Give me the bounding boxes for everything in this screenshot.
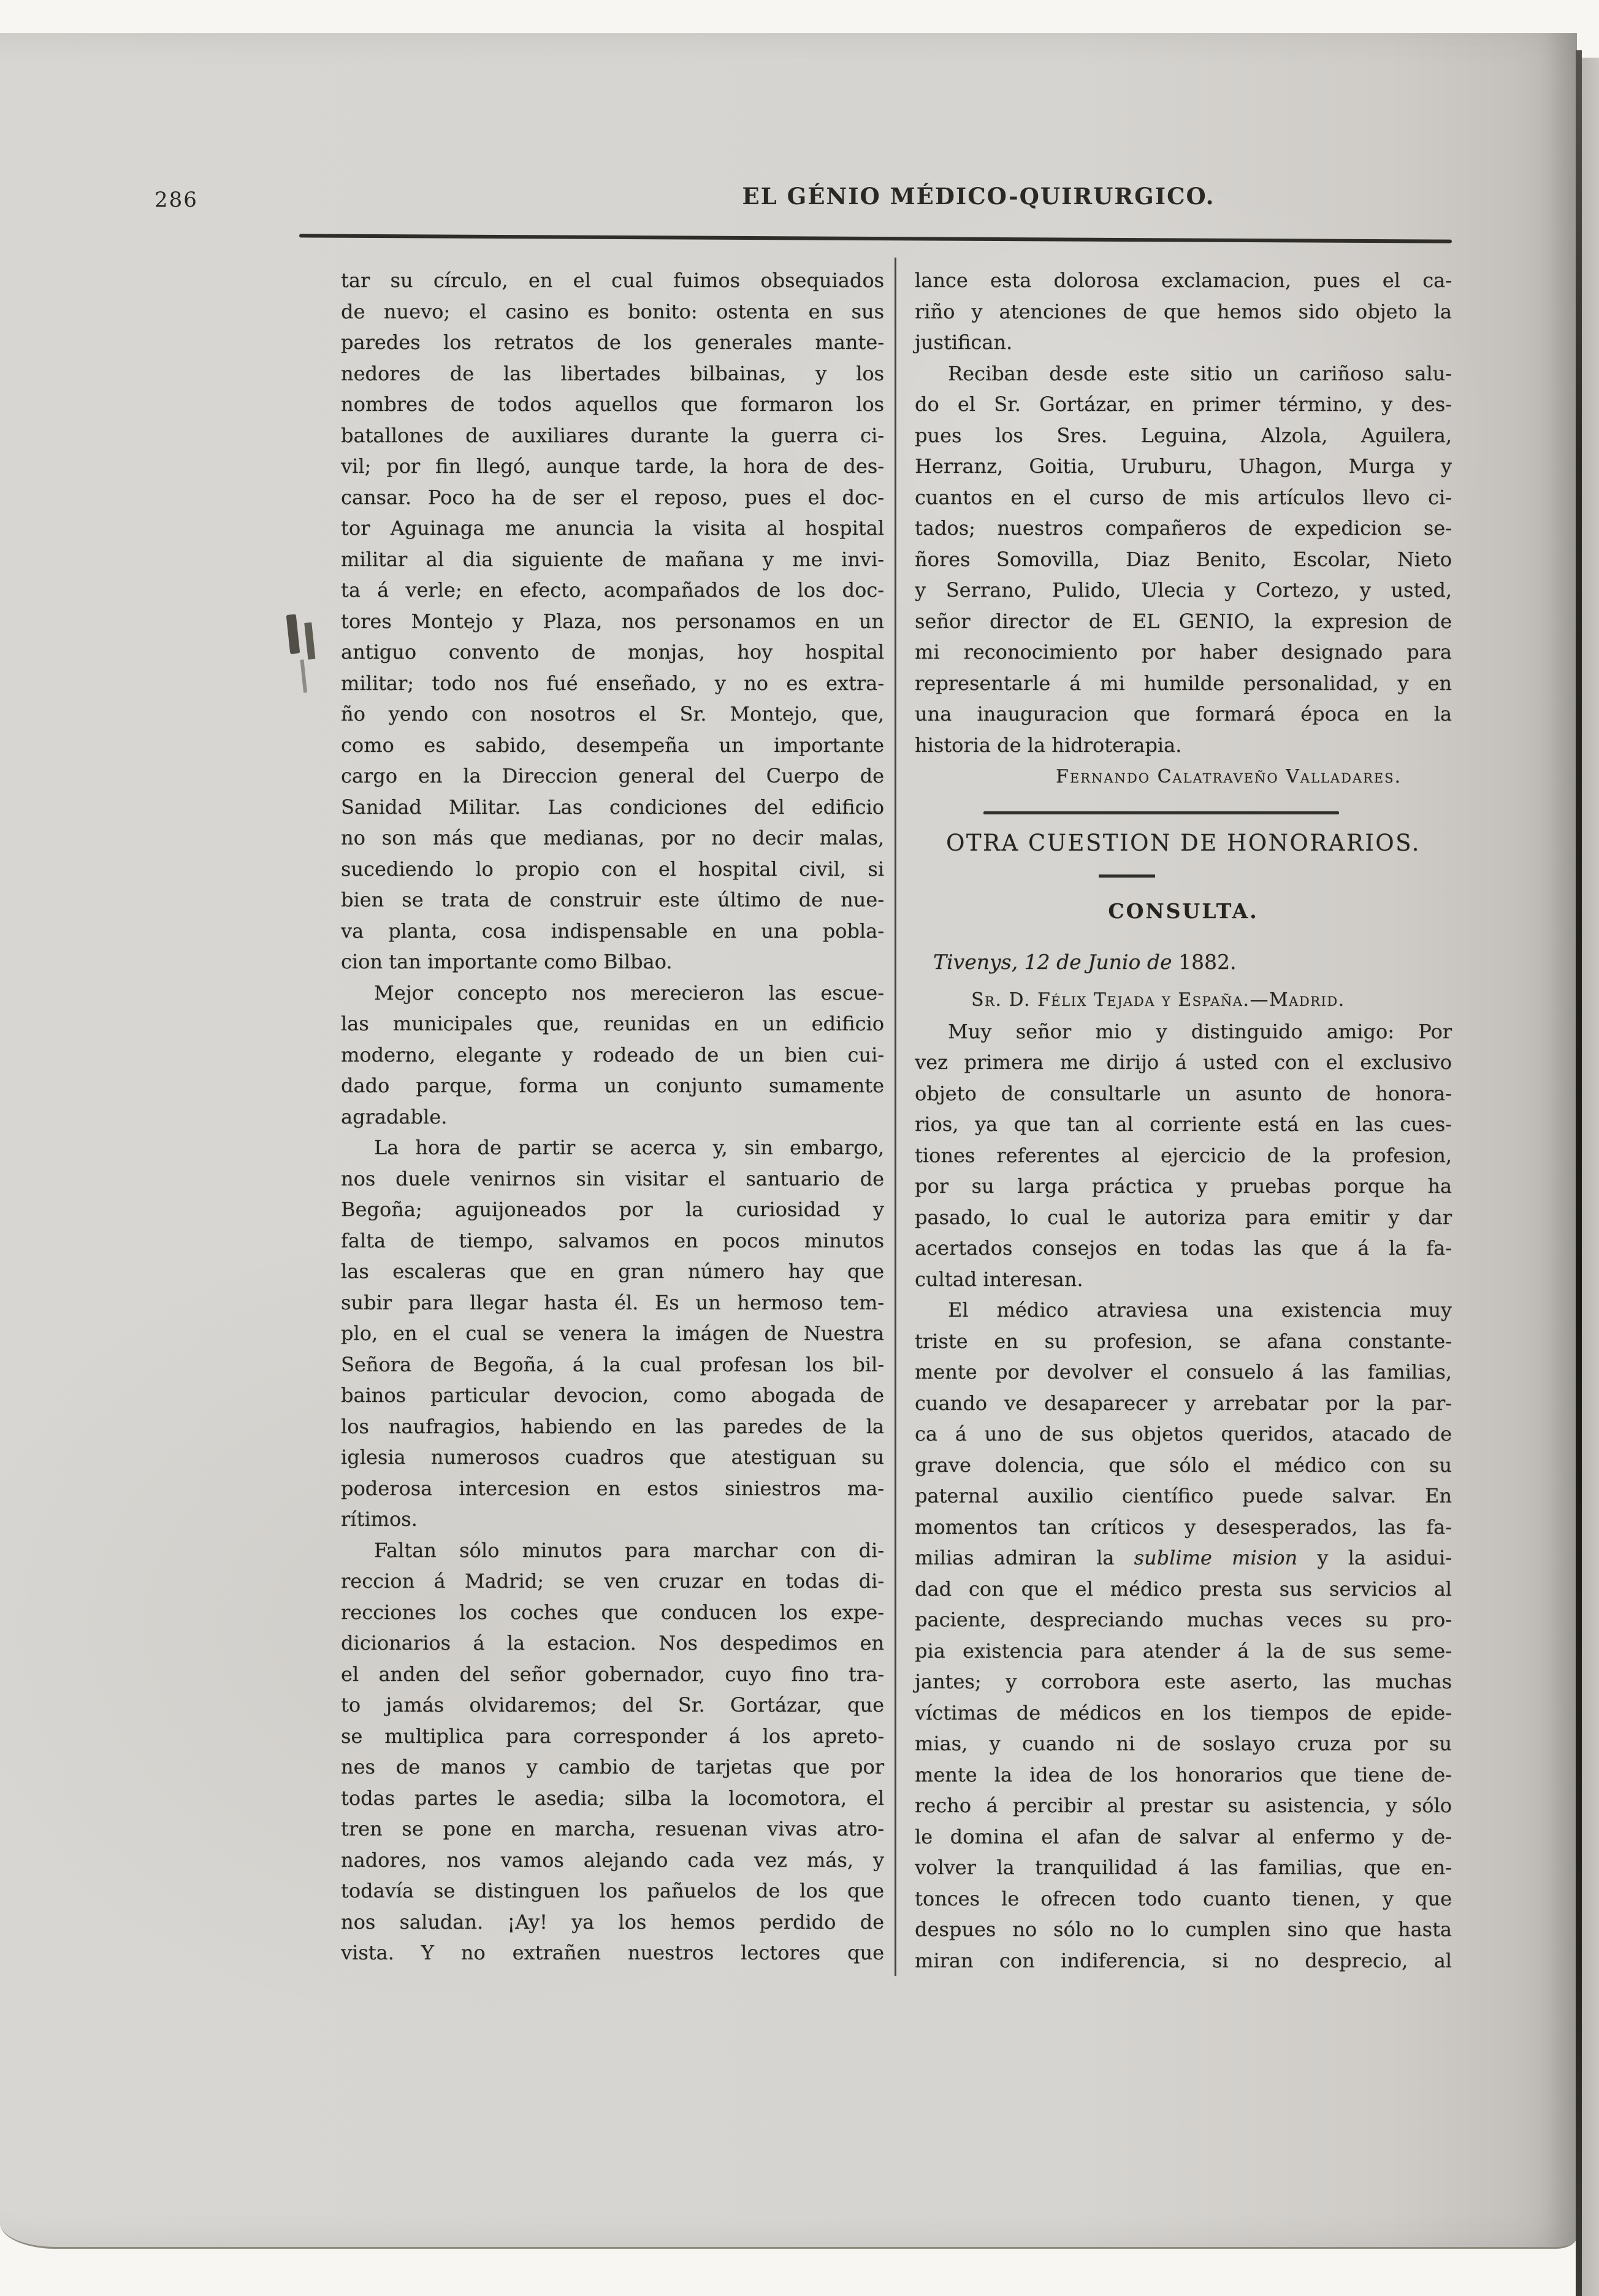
text-line: momentos tan críticos y desesperados, las fa- <box>915 1515 1452 1539</box>
paragraph <box>341 1132 884 1535</box>
text-line: víctimas de médicos en los tiempos de epide- <box>915 1701 1452 1724</box>
book-gutter-shadow <box>1576 50 1582 2296</box>
text-line: nadores, nos vamos alejando cada vez más, y <box>341 1848 884 1872</box>
text-line: objeto de consultarle un asunto de honora- <box>915 1081 1452 1105</box>
text-line: batallones de auxiliares durante la guerra ci- <box>341 423 884 447</box>
text-line: militar al dia siguiente de mañana y me invi- <box>341 547 884 571</box>
text-line: cargo en la Direccion general del Cuerpo de <box>341 764 884 787</box>
text-line: miran con indiferencia, si no desprecio, al <box>915 1948 1452 1972</box>
ink-smudge <box>286 614 300 654</box>
text-line: se multiplica para corresponder á los apreto- <box>341 1724 884 1748</box>
text-line: historia de la hidroterapia. <box>915 733 1182 757</box>
text-line: vez primera me dirijo á usted con el exclusivo <box>915 1050 1452 1074</box>
text-line: representarle á mi humilde personalidad, y en <box>915 671 1452 695</box>
text-line: triste en su profesion, se afana constante- <box>915 1329 1452 1353</box>
paragraph <box>915 1295 1452 1976</box>
paragraph <box>915 1016 1452 1295</box>
text-line: paciente, despreciando muchas veces su pro- <box>915 1608 1452 1631</box>
text-line: mi reconocimiento por haber designado para <box>915 640 1452 664</box>
text-line: nedores de las libertades bilbainas, y los <box>341 361 884 385</box>
text-line: sucediendo lo propio con el hospital civil, si <box>341 857 884 881</box>
text-line: señor director de EL GENIO, la expresion de <box>915 609 1452 633</box>
text-line: poderosa intercesion en estos siniestros ma- <box>341 1476 884 1500</box>
text-line: moderno, elegante y rodeado de un bien cui- <box>341 1043 884 1066</box>
text-line: ca á uno de sus objetos queridos, atacado de <box>915 1422 1452 1445</box>
text-line: como es sabido, desempeña un importante <box>341 733 884 757</box>
text-line: volver la tranquilidad á las familias, que en- <box>915 1856 1452 1879</box>
text-line: rítimos. <box>341 1507 418 1531</box>
left-column <box>341 265 884 1969</box>
text-line: nos duele venirnos sin visitar el santuario de <box>341 1166 884 1190</box>
paper-sheet <box>0 33 1577 2249</box>
text-line: to jamás olvidaremos; del Sr. Gortázar, que <box>341 1693 884 1716</box>
text-line: pues los Sres. Leguina, Alzola, Aguilera, <box>915 423 1452 447</box>
text-line: mente por devolver el consuelo á las familias, <box>915 1360 1452 1383</box>
text-line: dado parque, forma un conjunto sumamente <box>341 1074 884 1097</box>
text-line: nombres de todos aquellos que formaron los <box>341 392 884 416</box>
text-line: ñores Somovilla, Diaz Benito, Escolar, Nieto <box>915 547 1452 571</box>
text-line: mias, y cuando ni de soslayo cruza por su <box>915 1732 1452 1755</box>
text-line: subir para llegar hasta él. Es un hermoso tem- <box>341 1290 884 1314</box>
text-line: recciones los coches que conducen los expe- <box>341 1600 884 1624</box>
text-line: va planta, cosa indispensable en una pobla- <box>341 919 884 943</box>
article-title: OTRA CUESTION DE HONORARIOS. <box>946 829 1421 856</box>
text-line: tar su círculo, en el cual fuimos obsequiados <box>341 269 884 292</box>
paragraph <box>341 1535 884 1969</box>
text-line: cultad interesan. <box>915 1267 1083 1291</box>
text-line: ta á verle; en efecto, acompañados de los doc- <box>341 578 884 602</box>
adjacent-page-edge <box>1582 58 1599 2296</box>
text-line: paternal auxilio científico puede salvar. En <box>915 1484 1452 1507</box>
text-line: los naufragios, habiendo en las paredes de la <box>341 1414 884 1438</box>
text-line: rios, ya que tan al corriente está en las cues- <box>915 1112 1452 1136</box>
page-number: 286 <box>155 188 198 212</box>
text-line: cion tan importante como Bilbao. <box>341 950 673 973</box>
text-line: una inauguracion que formará época en la <box>915 702 1452 725</box>
text-line: paredes los retratos de los generales mante- <box>341 331 884 354</box>
text-line: le domina el afan de salvar al enfermo y de- <box>915 1824 1452 1848</box>
text-line: bainos particular devocion, como abogada de <box>341 1383 884 1407</box>
text-line: La hora de partir se acerca y, sin embargo, <box>374 1136 884 1159</box>
author-signature: Fernando Calatraveño Valladares. <box>1056 766 1402 787</box>
text-line: dad con que el médico presta sus servicios al <box>915 1577 1452 1601</box>
addressee-line: Sr. D. Félix Tejada y España.—Madrid. <box>971 989 1345 1011</box>
text-line: nos saludan. ¡Ay! ya los hemos perdido de <box>341 1910 884 1934</box>
paragraph <box>915 358 1452 761</box>
text-line: agradable. <box>341 1104 448 1128</box>
text-line: Herranz, Goitia, Uruburu, Uhagon, Murga y <box>915 454 1452 478</box>
text-line: riño y atenciones de que hemos sido objeto la <box>915 299 1452 323</box>
paragraph <box>341 978 884 1133</box>
text-line: tor Aguinaga me anuncia la visita al hospital <box>341 516 884 540</box>
text-line: cansar. Poco ha de ser el reposo, pues el doc- <box>341 485 884 509</box>
text-line: despues no sólo no lo cumplen sino que hasta <box>915 1918 1452 1941</box>
text-line: vista. Y no extrañen nuestros lectores que <box>341 1941 884 1964</box>
paragraph <box>915 265 1452 358</box>
text-line: tados; nuestros compañeros de expedicion se- <box>915 516 1452 540</box>
text-line: Reciban desde este sitio un cariñoso salu- <box>948 361 1452 385</box>
text-line: iglesia numerosos cuadros que atestiguan su <box>341 1445 884 1469</box>
section-separator-rule <box>983 811 1339 814</box>
text-line: no son más que medianas, por no decir malas, <box>341 826 884 849</box>
text-line: las municipales que, reunidas en un edificio <box>341 1012 884 1035</box>
text-line: antiguo convento de monjas, hoy hospital <box>341 640 884 664</box>
text-line: todavía se distinguen los pañuelos de los que <box>341 1879 884 1902</box>
text-line: Sanidad Militar. Las condiciones del edificio <box>341 795 884 819</box>
text-line: por su larga práctica y pruebas porque ha <box>915 1174 1452 1198</box>
text-line: vil; por fin llegó, aunque tarde, la hora de des- <box>341 454 884 478</box>
text-line: grave dolencia, que sólo el médico con su <box>915 1453 1452 1477</box>
text-line: todas partes le asedia; silba la locomotora, el <box>341 1786 884 1810</box>
text-line: cuantos en el curso de mis artículos llevo ci- <box>915 485 1452 509</box>
text-line: plo, en el cual se venera la imágen de Nuestra <box>341 1322 884 1345</box>
text-line: reccion á Madrid; se ven cruzar en todas di- <box>341 1569 884 1593</box>
text-line: milias admiran la sublime mision y la asidui- <box>915 1546 1452 1569</box>
text-line: Begoña; aguijoneados por la curiosidad y <box>341 1198 884 1221</box>
text-line: tores Montejo y Plaza, nos personamos en un <box>341 609 884 633</box>
text-line: bien se trata de construir este último de nue- <box>341 888 884 911</box>
column-divider <box>895 258 896 1976</box>
text-line: pia existencia para atender á la de sus seme- <box>915 1639 1452 1663</box>
dateline: Tivenys, 12 de Junio de 1882. <box>933 949 1237 974</box>
text-line: pasado, lo cual le autoriza para emitir y dar <box>915 1205 1452 1229</box>
text-line: lance esta dolorosa exclamacion, pues el ca- <box>915 269 1452 292</box>
text-line: tren se pone en marcha, resuenan vivas atro- <box>341 1817 884 1840</box>
text-line: tonces le ofrecen todo cuanto tienen, y que <box>915 1886 1452 1910</box>
right-column <box>915 265 1452 1976</box>
text-line: ño yendo con nosotros el Sr. Montejo, que, <box>341 702 884 725</box>
text-line: y Serrano, Pulido, Ulecia y Cortezo, y usted, <box>915 578 1452 602</box>
heading-dash <box>1099 874 1155 878</box>
text-line: de nuevo; el casino es bonito: ostenta en sus <box>341 299 884 323</box>
text-line: jantes; y corrobora este aserto, las muchas <box>915 1670 1452 1693</box>
text-line: militar; todo nos fué enseñado, y no es extra- <box>341 671 884 695</box>
journal-header-title: EL GÉNIO MÉDICO-QUIRURGICO. <box>742 183 1215 210</box>
consulta-heading: CONSULTA. <box>1108 899 1259 923</box>
header-rule <box>299 234 1452 243</box>
text-line: dicionarios á la estacion. Nos despedimos en <box>341 1631 884 1655</box>
text-line: el anden del señor gobernador, cuyo fino tra- <box>341 1662 884 1686</box>
text-line: recho á percibir al prestar su asistencia, y sólo <box>915 1794 1452 1817</box>
text-line: mente la idea de los honorarios que tiene de- <box>915 1762 1452 1786</box>
text-line: acertados consejos en todas las que á la fa- <box>915 1236 1452 1260</box>
paragraph <box>341 265 884 978</box>
text-line: Mejor concepto nos merecieron las escue- <box>374 981 884 1005</box>
text-line: Faltan sólo minutos para marchar con di- <box>374 1538 884 1562</box>
text-line: Muy señor mio y distinguido amigo: Por <box>948 1019 1452 1043</box>
text-line: do el Sr. Gortázar, en primer término, y des- <box>915 392 1452 416</box>
text-line: justifican. <box>915 331 1013 354</box>
text-line: tiones referentes al ejercicio de la profesion, <box>915 1143 1452 1167</box>
text-line: cuando ve desaparecer y arrebatar por la par- <box>915 1391 1452 1415</box>
text-line: nes de manos y cambio de tarjetas que por <box>341 1755 884 1778</box>
text-line: Señora de Begoña, á la cual profesan los bil- <box>341 1352 884 1376</box>
text-line: falta de tiempo, salvamos en pocos minutos <box>341 1228 884 1252</box>
text-line: las escaleras que en gran número hay que <box>341 1260 884 1283</box>
text-line: El médico atraviesa una existencia muy <box>948 1298 1452 1322</box>
